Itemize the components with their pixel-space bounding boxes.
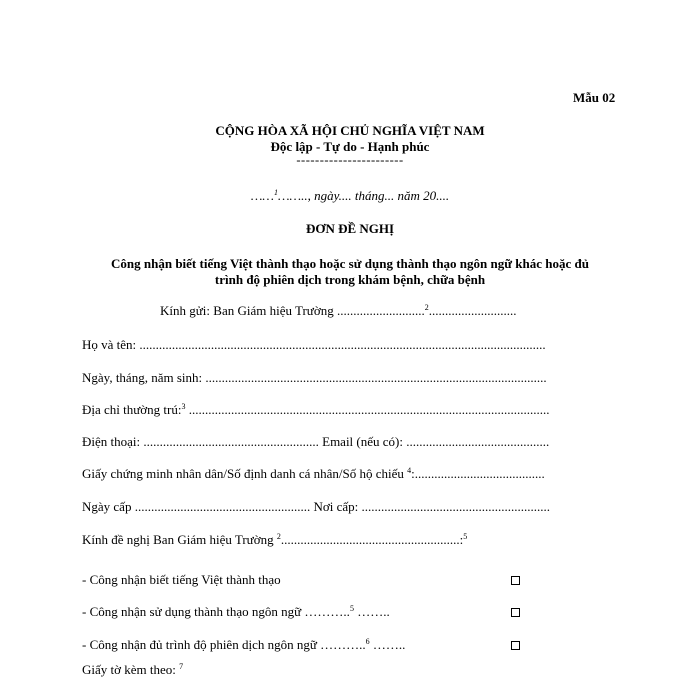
name-field[interactable]: Họ và tên: ............................................................................................................................. — [82, 337, 546, 352]
recipient-tail: ........................... — [428, 303, 517, 318]
request-field[interactable] — [82, 532, 467, 548]
date-prefix: …… — [250, 188, 274, 203]
attachments-label: Giấy tờ kèm theo: — [82, 662, 176, 677]
id-field[interactable] — [82, 466, 545, 482]
dob-field[interactable]: Ngày, tháng, năm sinh: ......................................................................................................... — [82, 370, 547, 385]
option-label: - Công nhận sử dụng thành thạo ngôn ngữ ……….. — [82, 604, 350, 619]
nation-heading: CỘNG HÒA XÃ HỘI CHỦ NGHĨA VIỆT NAM — [215, 123, 485, 138]
footnote-ref: 1 — [273, 188, 278, 197]
header-divider: ----------------------- — [296, 153, 404, 167]
option-fluent-vietnamese — [82, 572, 281, 588]
address-dots: ............................................................................................................... — [185, 402, 550, 417]
option-label: - Công nhận đủ trình độ phiên dịch ngôn ngữ ……….. — [82, 637, 366, 652]
option-fluent-vietnamese-checkbox[interactable] — [511, 576, 520, 585]
phone-email-field[interactable]: Điện thoại: ...................................................... Email (nếu có): ............................................ — [82, 434, 550, 449]
subtitle-line-1: Công nhận biết tiếng Việt thành thạo hoặc sử dụng thành thạo ngôn ngữ khác hoặc đủ — [111, 256, 589, 271]
footnote-ref: 3 — [181, 402, 186, 411]
id-dots: :........................................ — [411, 466, 545, 481]
motto: Độc lập - Tự do - Hạnh phúc — [270, 139, 430, 154]
option-tail: …….. — [369, 637, 406, 652]
footnote-ref: 5 — [349, 604, 354, 613]
footnote-ref: 2 — [276, 532, 281, 541]
form-title: ĐƠN ĐỀ NGHỊ — [305, 221, 395, 236]
footnote-ref: 6 — [365, 637, 370, 646]
address-field[interactable] — [82, 402, 550, 418]
date-line — [0, 188, 700, 204]
id-label: Giấy chứng minh nhân dân/Số định danh cá nhân/Số hộ chiếu — [82, 466, 408, 481]
request-dots: .......................................................: — [280, 532, 464, 547]
option-interpreter — [82, 637, 405, 653]
recipient-text: Kính gửi: Ban Giám hiệu Trường ........................... — [160, 303, 425, 318]
attachments-line — [82, 662, 183, 678]
issue-field[interactable]: Ngày cấp ...................................................... Nơi cấp: .......................................................... — [82, 499, 550, 514]
option-fluent-language-checkbox[interactable] — [511, 608, 520, 617]
footnote-ref: 2 — [424, 303, 429, 312]
address-label: Địa chỉ thường trú: — [82, 402, 182, 417]
date-suffix: …….., ngày.... tháng... năm 20.... — [277, 188, 450, 203]
footnote-ref: 5 — [463, 532, 468, 541]
option-interpreter-checkbox[interactable] — [511, 641, 520, 650]
footnote-ref: 4 — [407, 466, 412, 475]
form-code: Mẫu 02 — [573, 90, 616, 105]
option-label: - Công nhận biết tiếng Việt thành thạo — [82, 572, 281, 587]
option-fluent-language — [82, 604, 390, 620]
option-tail: …….. — [353, 604, 390, 619]
footnote-ref: 7 — [179, 662, 184, 671]
recipient-line — [160, 303, 516, 319]
request-label: Kính đề nghị Ban Giám hiệu Trường — [82, 532, 277, 547]
subtitle-line-2: trình độ phiên dịch trong khám bệnh, chữa bệnh — [214, 272, 486, 287]
